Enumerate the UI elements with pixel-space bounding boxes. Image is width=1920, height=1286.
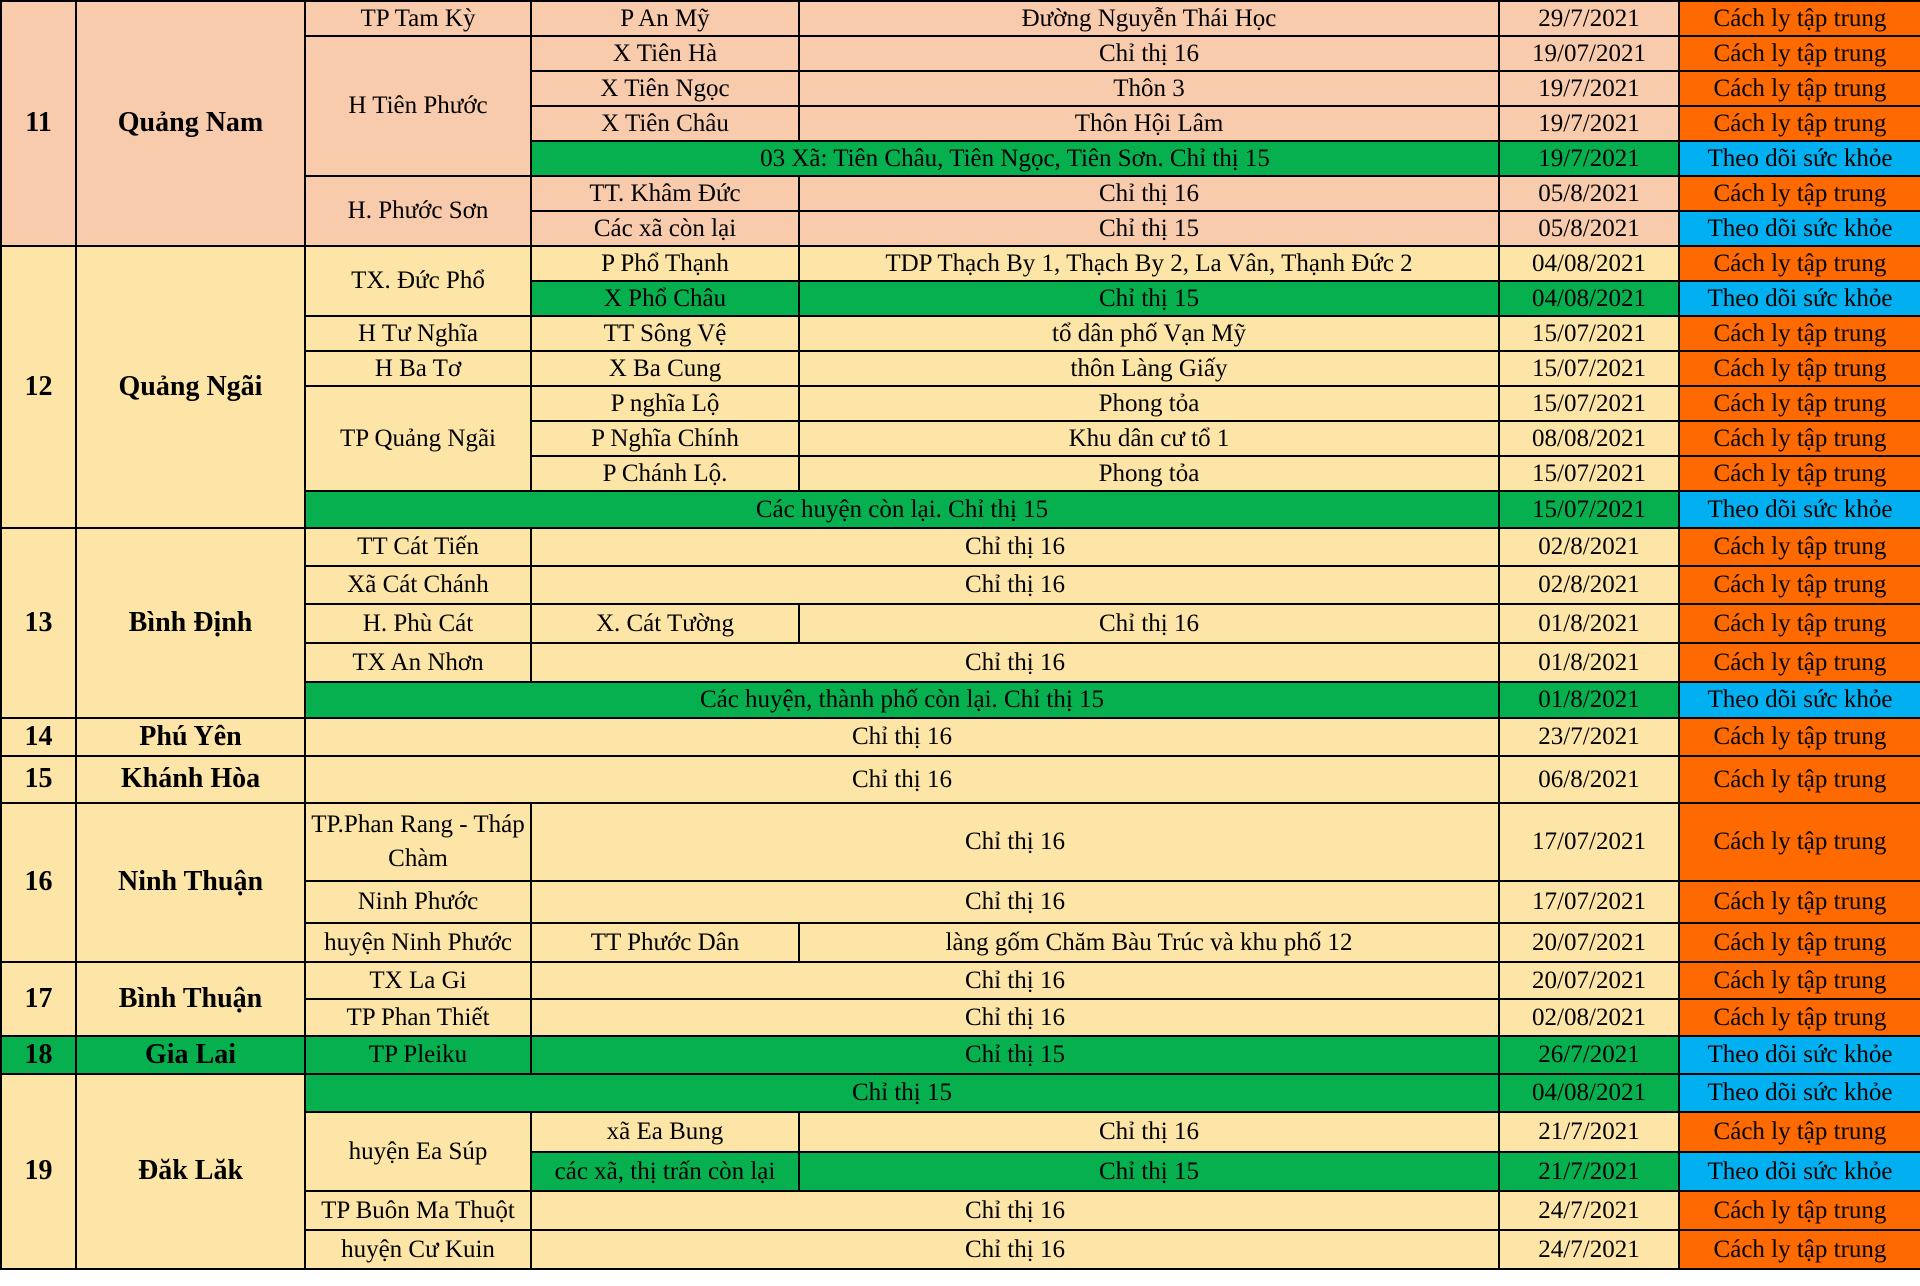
date-cell: 20/07/2021 [1499,923,1679,962]
measure-cell: Cách ly tập trung [1679,176,1920,211]
stt-cell: 13 [1,528,76,718]
table-row [1,246,1920,281]
province-cell: Gia Lai [76,1036,305,1074]
measure-cell: Cách ly tập trung [1679,386,1920,421]
measure-cell: Theo dõi sức khỏe [1679,1152,1920,1191]
date-cell: 24/7/2021 [1499,1191,1679,1230]
detail-cell: Các huyện, thành phố còn lại. Chỉ thị 15 [305,682,1499,718]
date-cell: 19/7/2021 [1499,106,1679,141]
district-cell: TP Tam Kỳ [305,1,531,36]
district-cell: TX. Đức Phổ [305,246,531,316]
date-cell: 04/08/2021 [1499,281,1679,316]
stt-cell: 15 [1,756,76,803]
detail-cell: Phong tỏa [799,386,1499,421]
detail-cell: Chỉ thị 16 [531,1191,1499,1230]
stt-cell: 18 [1,1036,76,1074]
detail-cell: Chỉ thị 16 [305,718,1499,756]
province-cell: Phú Yên [76,718,305,756]
commune-cell: các xã, thị trấn còn lại [531,1152,799,1191]
detail-cell: Chỉ thị 16 [799,604,1499,643]
date-cell: 02/08/2021 [1499,999,1679,1036]
measure-cell: Cách ly tập trung [1679,803,1920,881]
commune-cell: X. Cát Tường [531,604,799,643]
commune-cell: X Tiên Hà [531,36,799,71]
date-cell: 24/7/2021 [1499,1230,1679,1269]
stt-cell: 12 [1,246,76,528]
commune-cell: TT Phước Dân [531,923,799,962]
date-cell: 05/8/2021 [1499,211,1679,246]
detail-cell: Chỉ thị 16 [799,1112,1499,1152]
province-cell: Bình Định [76,528,305,718]
date-cell: 29/7/2021 [1499,1,1679,36]
date-cell: 21/7/2021 [1499,1112,1679,1152]
table-row [1,718,1920,756]
district-cell: H Tư Nghĩa [305,316,531,351]
district-cell: H Ba Tơ [305,351,531,386]
date-cell: 05/8/2021 [1499,176,1679,211]
detail-cell: Các huyện còn lại. Chỉ thị 15 [305,491,1499,528]
measure-cell: Cách ly tập trung [1679,316,1920,351]
district-cell: huyện Cư Kuin [305,1230,531,1269]
date-cell: 15/07/2021 [1499,491,1679,528]
measure-cell: Theo dõi sức khỏe [1679,491,1920,528]
detail-cell: Chỉ thị 15 [799,1152,1499,1191]
district-cell: H Tiên Phước [305,36,531,176]
district-cell: TX La Gi [305,962,531,999]
district-cell: huyện Ninh Phước [305,923,531,962]
date-cell: 04/08/2021 [1499,1074,1679,1112]
detail-cell: Khu dân cư tổ 1 [799,421,1499,456]
table-row [1,756,1920,803]
commune-cell: X Phổ Châu [531,281,799,316]
measure-cell: Cách ly tập trung [1679,999,1920,1036]
detail-cell: Thôn Hội Lâm [799,106,1499,141]
province-cell: Bình Thuận [76,962,305,1036]
date-cell: 15/07/2021 [1499,351,1679,386]
date-cell: 02/8/2021 [1499,528,1679,566]
date-cell: 01/8/2021 [1499,604,1679,643]
date-cell: 26/7/2021 [1499,1036,1679,1074]
measure-cell: Cách ly tập trung [1679,36,1920,71]
district-cell: H. Phù Cát [305,604,531,643]
measure-cell: Cách ly tập trung [1679,456,1920,491]
measure-cell: Cách ly tập trung [1679,881,1920,923]
commune-cell: P Chánh Lộ. [531,456,799,491]
district-cell: TP.Phan Rang - Tháp Chàm [305,803,531,881]
detail-cell: 03 Xã: Tiên Châu, Tiên Ngọc, Tiên Sơn. Chỉ thị 15 [531,141,1499,176]
province-cell: Đăk Lăk [76,1074,305,1269]
measure-cell: Theo dõi sức khỏe [1679,1036,1920,1074]
measure-cell: Theo dõi sức khỏe [1679,682,1920,718]
detail-cell: Chỉ thị 16 [531,999,1499,1036]
date-cell: 04/08/2021 [1499,246,1679,281]
measure-cell: Cách ly tập trung [1679,1,1920,36]
commune-cell: P An Mỹ [531,1,799,36]
district-cell: TP Phan Thiết [305,999,531,1036]
detail-cell: Chỉ thị 16 [531,881,1499,923]
detail-cell: thôn Làng Giấy [799,351,1499,386]
date-cell: 08/08/2021 [1499,421,1679,456]
district-cell: TP Quảng Ngãi [305,386,531,491]
stt-cell: 16 [1,803,76,962]
detail-cell: Chỉ thị 15 [799,281,1499,316]
district-cell: Ninh Phước [305,881,531,923]
district-cell: TX An Nhơn [305,643,531,682]
detail-cell: Chỉ thị 15 [531,1036,1499,1074]
detail-cell: Chỉ thị 16 [799,176,1499,211]
date-cell: 06/8/2021 [1499,756,1679,803]
detail-cell: Chỉ thị 16 [799,36,1499,71]
table-row [1,1074,1920,1112]
table-row [1,803,1920,881]
measure-cell: Cách ly tập trung [1679,566,1920,604]
measure-cell: Theo dõi sức khỏe [1679,281,1920,316]
measure-cell: Cách ly tập trung [1679,923,1920,962]
table-row [1,1036,1920,1074]
measure-cell: Cách ly tập trung [1679,1112,1920,1152]
commune-cell: P Nghĩa Chính [531,421,799,456]
province-cell: Quảng Ngãi [76,246,305,528]
detail-cell: tổ dân phố Vạn Mỹ [799,316,1499,351]
measure-cell: Theo dõi sức khỏe [1679,1074,1920,1112]
measure-cell: Cách ly tập trung [1679,962,1920,999]
measure-cell: Cách ly tập trung [1679,756,1920,803]
commune-cell: TT Sông Vệ [531,316,799,351]
province-cell: Quảng Nam [76,1,305,246]
measure-cell: Cách ly tập trung [1679,1230,1920,1269]
date-cell: 15/07/2021 [1499,386,1679,421]
district-cell: H. Phước Sơn [305,176,531,246]
detail-cell: Chỉ thị 16 [531,528,1499,566]
district-cell: TP Buôn Ma Thuột [305,1191,531,1230]
date-cell: 17/07/2021 [1499,803,1679,881]
stt-cell: 19 [1,1074,76,1269]
detail-cell: Chỉ thị 15 [799,211,1499,246]
detail-cell: Phong tỏa [799,456,1499,491]
detail-cell: Chỉ thị 16 [531,803,1499,881]
commune-cell: X Tiên Ngọc [531,71,799,106]
measure-cell: Cách ly tập trung [1679,71,1920,106]
measure-cell: Cách ly tập trung [1679,1191,1920,1230]
table-row [1,528,1920,566]
province-cell: Khánh Hòa [76,756,305,803]
measure-cell: Cách ly tập trung [1679,604,1920,643]
detail-cell: Chỉ thị 16 [531,1230,1499,1269]
commune-cell: P Phổ Thạnh [531,246,799,281]
date-cell: 20/07/2021 [1499,962,1679,999]
detail-cell: Thôn 3 [799,71,1499,106]
date-cell: 21/7/2021 [1499,1152,1679,1191]
measure-cell: Cách ly tập trung [1679,643,1920,682]
measure-cell: Cách ly tập trung [1679,528,1920,566]
district-cell: huyện Ea Súp [305,1112,531,1191]
measure-cell: Cách ly tập trung [1679,421,1920,456]
date-cell: 19/07/2021 [1499,36,1679,71]
measure-cell: Cách ly tập trung [1679,106,1920,141]
date-cell: 19/7/2021 [1499,71,1679,106]
table-row [1,962,1920,999]
province-cell: Ninh Thuận [76,803,305,962]
district-cell: TT Cát Tiến [305,528,531,566]
commune-cell: X Tiên Châu [531,106,799,141]
detail-cell: TDP Thạch By 1, Thạch By 2, La Vân, Thạnh Đức 2 [799,246,1499,281]
date-cell: 02/8/2021 [1499,566,1679,604]
detail-cell: Chỉ thị 15 [305,1074,1499,1112]
commune-cell: P nghĩa Lộ [531,386,799,421]
measure-cell: Theo dõi sức khỏe [1679,141,1920,176]
date-cell: 15/07/2021 [1499,316,1679,351]
date-cell: 19/7/2021 [1499,141,1679,176]
district-cell: TP Pleiku [305,1036,531,1074]
detail-cell: Chỉ thị 16 [531,962,1499,999]
date-cell: 23/7/2021 [1499,718,1679,756]
district-cell: Xã Cát Chánh [305,566,531,604]
commune-cell: xã Ea Bung [531,1112,799,1152]
date-cell: 01/8/2021 [1499,682,1679,718]
measure-cell: Theo dõi sức khỏe [1679,211,1920,246]
measure-cell: Cách ly tập trung [1679,351,1920,386]
date-cell: 01/8/2021 [1499,643,1679,682]
commune-cell: TT. Khâm Đức [531,176,799,211]
stt-cell: 14 [1,718,76,756]
date-cell: 17/07/2021 [1499,881,1679,923]
detail-cell: Chỉ thị 16 [531,566,1499,604]
commune-cell: X Ba Cung [531,351,799,386]
table-row [1,1,1920,36]
measure-cell: Cách ly tập trung [1679,246,1920,281]
detail-cell: làng gốm Chăm Bàu Trúc và khu phố 12 [799,923,1499,962]
measure-cell: Cách ly tập trung [1679,718,1920,756]
commune-cell: Các xã còn lại [531,211,799,246]
detail-cell: Chỉ thị 16 [531,643,1499,682]
detail-cell: Đường Nguyễn Thái Học [799,1,1499,36]
detail-cell: Chỉ thị 16 [305,756,1499,803]
date-cell: 15/07/2021 [1499,456,1679,491]
stt-cell: 11 [1,1,76,246]
stt-cell: 17 [1,962,76,1036]
